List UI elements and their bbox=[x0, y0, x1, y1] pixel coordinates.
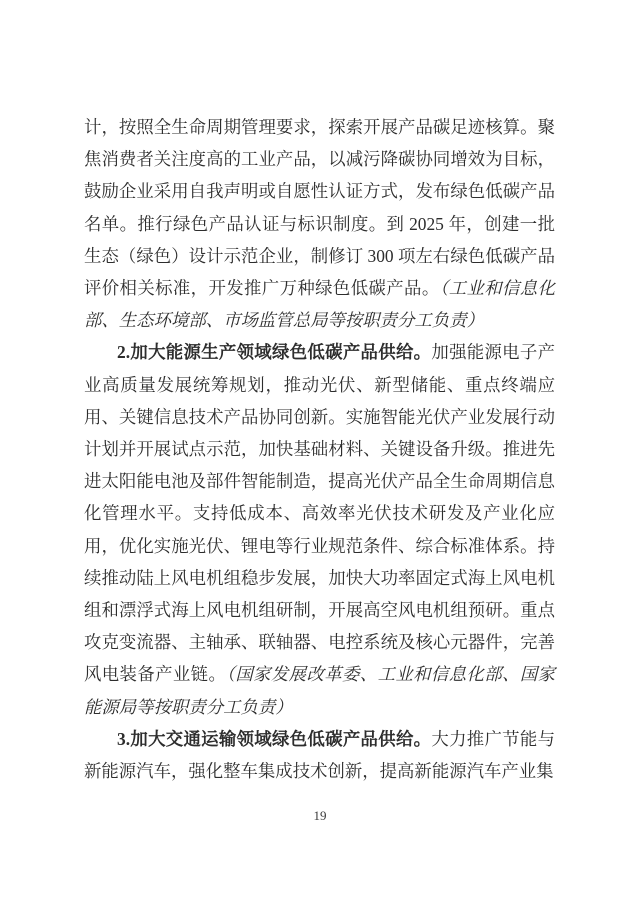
body-text: 计，按照全生命周期管理要求，探索开展产品碳足迹核算。聚焦消费者关注度高的工业产品，以减污降碳协同增效为目标，鼓励企业采用自我声明或自愿性认证方式，发布绿色低碳产品名单。推行绿色产品认证与标识制度。到 2025 年，创建一批生态（绿色）设计示范企业，制修订 300 项左右绿色低碳产品评价相关标准，开发推广万种绿色低碳产品。 bbox=[84, 117, 555, 299]
paragraph bbox=[84, 723, 555, 787]
paragraph bbox=[84, 111, 555, 336]
item-heading: 3.加大交通运输领域绿色低碳产品供给。 bbox=[117, 728, 432, 749]
body-text: 大力推广节能与新能源汽车，强化整车集成技术创新，提高新能源汽车产业集 bbox=[84, 728, 555, 782]
body-text: 加强能源电子产业高质量发展统筹规划，推动光伏、新型储能、重点终端应用、关键信息技术产品协同创新。实施智能光伏产业发展行动计划并开展试点示范，加快基础材料、关键设备升级。推进先进太阳能电池及部件智能制造，提高光伏产品全生命周期信息化管理水平。支持低成本、高效率光伏技术研发及产业化应用，优化实施光伏、锂电等行业规范条件、综合标准体系。持续推动陆上风电机组稳步发展，加快大功率固定式海上风电机组和漂浮式海上风电机组研制，开展高空风电机组预研。重点攻克变流器、主轴承、联轴器、电控系统及核心元器件，完善风电装备产业链。 bbox=[84, 342, 555, 685]
responsibility-clause: （国家发展改革委、工业和信息化部、国家能源局等按职责分工负责） bbox=[84, 664, 555, 717]
page-number: 19 bbox=[313, 808, 327, 823]
text-block bbox=[84, 111, 555, 787]
paragraph bbox=[84, 336, 555, 722]
responsibility-clause: （工业和信息化部、生态环境部、市场监管总局等按职责分工负责） bbox=[84, 278, 555, 331]
item-heading: 2.加大能源生产领域绿色低碳产品供给。 bbox=[117, 342, 432, 363]
